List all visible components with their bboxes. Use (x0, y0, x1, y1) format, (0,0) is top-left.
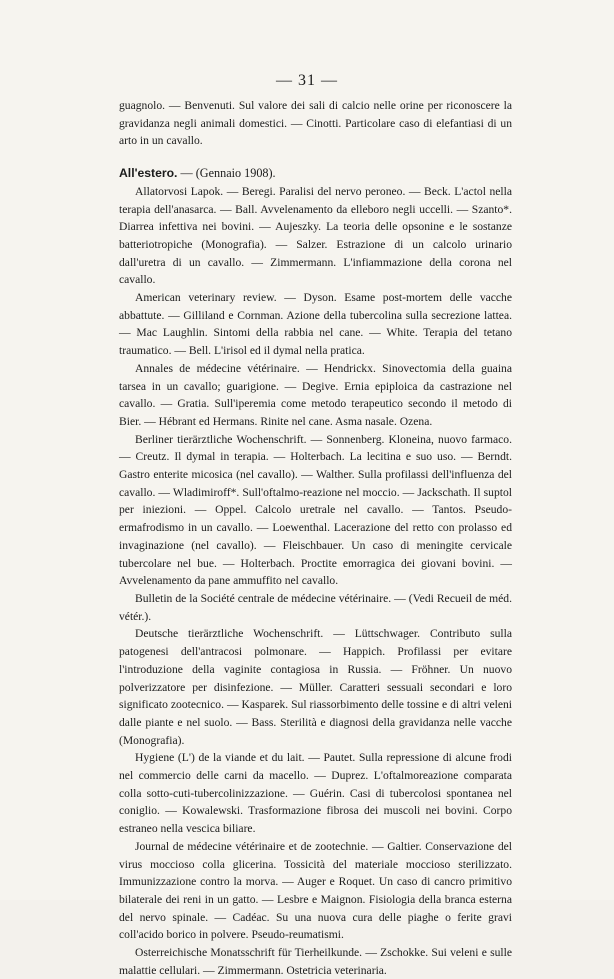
journal-entry: Hygiene (L') de la viande et du lait. — Pautet. Sulla repressione di alcune frodi nel commercio delle carni da macello. — Duprez. L'oftalmoreazione comparata colla sotto-cuti-tubercolinizzazione. — Guérin. Casi di tubercolosi spontanea nel coniglio. — Kowalewski. Trasformazione fibrosa dei muscoli nei bovini. Corpo estraneo nella vescica biliare. (119, 751, 512, 836)
journal-entry: Deutsche tierärztliche Wochenschrift. — Lüttschwager. Contributo sulla patogenesi dell'antracosi polmonare. — Happich. Profilassi per evitare l'introduzione della vaginite contagiosa in Russia. — Fröhner. Un nuovo polverizzatore per disinfezione. — Müller. Caratteri sessuali secondari e loro significato zootecnico. — Kasparek. Sul riassorbimento delle tossine e di altri veleni dalle piante e nel suolo. — Bass. Sterilità e diagnosi della gravidanza nelle vacche (Monografia). (119, 627, 512, 747)
journal-entry: American veterinary review. — Dyson. Esame post-mortem delle vacche abbattute. — Gilliland e Cornman. Azione della tubercolina sulla secrezione lattea. — Mac Laughlin. Sintomi della rabbia nel cane. — White. Terapia del tetano traumatico. — Bell. L'irisol ed il dymal nella pratica. (119, 291, 512, 358)
journal-entry: Bulletin de la Société centrale de médecine vétérinaire. — (Vedi Recueil de méd. vétér.). (119, 591, 512, 623)
lead-paragraph: guagnolo. — Benvenuti. Sul valore dei sali di calcio nelle orine per riconoscere la gravidanza negli animali domestici. — Cinotti. Particolare caso di elefantiasi di un arto in un cavallo. (119, 99, 512, 148)
journal-entry: Osterreichische Monatsschrift für Tierheilkunde. — Zschokke. Sui veleni e sulle malattie cellulari. — Zimmermann. Ostetricia veterinaria. (119, 946, 512, 977)
page-number: — 31 — (276, 72, 338, 89)
section-heading (119, 165, 512, 183)
section-title: All'estero. (119, 166, 178, 181)
journal-entry: Berliner tierärztliche Wochenschrift. — Sonnenberg. Kloneina, nuovo farmaco. — Creutz. Il dymal in terapia. — Holterbach. La lecitina e suo uso. — Berndt. Gastro enterite micosica (nel cavallo). — Walther. Sulla profilassi dell'influenza del cavallo. — Wladimiroff*. Sull'oftalmo-reazione nel moccio. — Jackschath. Il suptol per iniezioni. — Oppel. Calcolo uretrale nel cavallo. — Tantos. Pseudo-ermafrodismo in un cavallo. — Loewenthal. Lacerazione del retto con prolasso ed invaginazione (nel cavallo). — Fleischbauer. Un caso di meningite cervicale tubercolare nel bue. — Holterbach. Proctite emorragica dei giovani bovini. — Avvelenamento da pane ammuffito nel cavallo. (119, 432, 512, 588)
journal-entry: Allatorvosi Lapok. — Beregi. Paralisi del nervo peroneo. — Beck. L'actol nella terapia dell'anasarca. — Ball. Avvelenamento da elleboro negli uccelli. — Szanto*. Diarrea infettiva nei bovini. — Aujeszky. La teoria delle opsonine e le sostanze batteriotropiche (Monografia). — Salzer. Estrazione di un calcolo urinario dall'uretra di un cavallo. — Zimmermann. L'infiammazione della corona nel cavallo. (119, 184, 512, 287)
section-date: — (Gennaio 1908). (177, 166, 276, 181)
text-column (119, 97, 512, 979)
journal-entry: Journal de médecine vétérinaire et de zootechnie. — Galtier. Conservazione del virus moccioso colla glicerina. Tossicità del materiale moccioso sterilizzato. Immunizzazione contro la morva. — Auger e Roquet. Un caso di cancro primitivo bilaterale dei reni in un gatto. — Lesbre e Maignon. Fisiologia della branca esterna del nervo spinale. — Cadéac. Su una nuova cura delle piaghe o ferite gravi coll'acido borico in polvere. Pseudo-reumatismi. (119, 839, 512, 942)
journal-entry: Annales de médecine vétérinaire. — Hendrickx. Sinovectomia della guaina tarsea in un cavallo; guarigione. — Degive. Ernia epiploica da castrazione nel cavallo. — Gratia. Sull'iperemia come metodo terapeutico secondo il metodo di Bier. — Hébrant ed Hermans. Rinite nel cane. Asma nasale. Ozena. (119, 361, 512, 428)
